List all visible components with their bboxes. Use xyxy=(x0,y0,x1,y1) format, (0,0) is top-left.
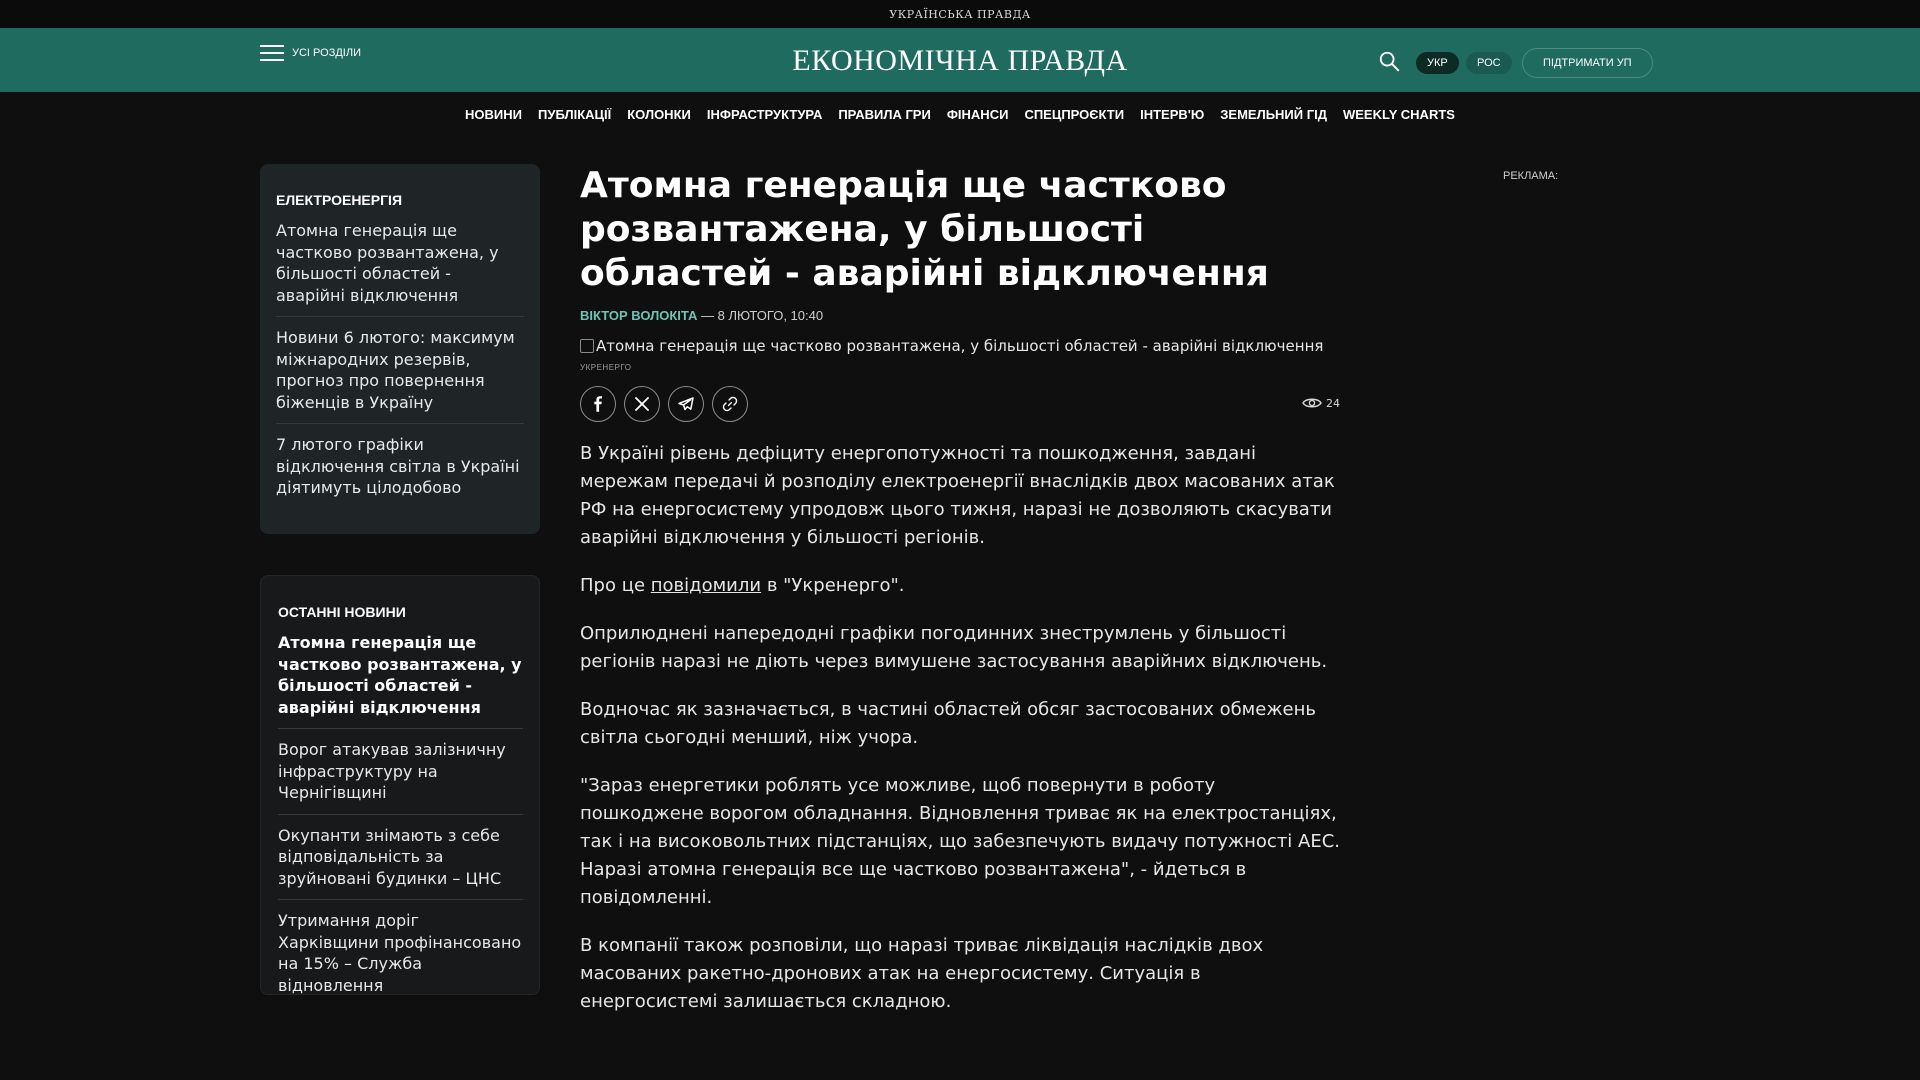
share-bar xyxy=(580,386,1340,422)
facebook-share-button[interactable] xyxy=(580,386,616,422)
x-share-button[interactable] xyxy=(624,386,660,422)
latest-news-item[interactable]: Окупанти знімають з себе відповідальність за зруйновані будинки – ЦНС xyxy=(278,825,523,901)
nav-item-finance[interactable]: ФІНАНСИ xyxy=(946,106,1009,122)
article-paragraph: В Україні рівень дефіциту енергопотужності та пошкодження, завдані мережам передачі й розподілу електроенергії внаслідків двох масованих атак РФ на енергосистему упродовж цього тижня, наразі не дозволяють скасувати аварійні відключення у більшості регіонів. xyxy=(580,443,1335,548)
link-icon xyxy=(722,396,738,412)
ad-label: РЕКЛАМА: xyxy=(1503,170,1559,182)
topic-link[interactable]: Атомна генерація ще частково розвантажена, у більшості областей - аварійні відключення xyxy=(276,220,524,317)
copy-link-button[interactable] xyxy=(712,386,748,422)
article-image xyxy=(580,337,1340,355)
eye-icon xyxy=(1302,396,1322,410)
image-credit: УКРЕНЕРГО xyxy=(580,363,632,372)
nav-item-special-projects[interactable]: СПЕЦПРОЄКТИ xyxy=(1024,106,1125,122)
topic-card-title[interactable]: ЕЛЕКТРОЕНЕРГІЯ xyxy=(276,192,402,208)
article-paragraph: Водночас як зазначається, в частині областей обсяг застосованих обмежень світла сьогодні менший, ніж учора. xyxy=(580,699,1316,748)
nav-item-news[interactable]: НОВИНИ xyxy=(465,106,523,122)
telegram-icon xyxy=(678,397,694,411)
article-paragraph: В компанії також розповіли, що наразі триває ліквідація наслідків двох масованих ракетно-дронових атак на енергосистему. Ситуація в енергосистемі залишається складною. xyxy=(580,935,1264,1012)
latest-news-item[interactable]: Утримання доріг Харківщини профінансовано на 15% – Служба відновлення xyxy=(278,911,522,995)
all-sections-button[interactable] xyxy=(260,45,361,61)
publish-date: — 8 ЛЮТОГО, 10:40 xyxy=(701,308,824,323)
author-link[interactable]: ВІКТОР ВОЛОКІТА xyxy=(580,308,698,323)
views-counter xyxy=(1302,396,1340,410)
nav-item-infrastructure[interactable]: ІНФРАСТРУКТУРА xyxy=(706,106,823,122)
article-image-alt: Атомна генерація ще частково розвантажена, у більшості областей - аварійні відключення xyxy=(596,337,1324,355)
search-icon[interactable] xyxy=(1378,50,1400,72)
latest-news-title[interactable]: ОСТАННІ НОВИНИ xyxy=(278,604,406,620)
nav-item-rules[interactable]: ПРАВИЛА ГРИ xyxy=(838,106,931,122)
article-byline xyxy=(580,308,1340,323)
facebook-icon xyxy=(591,396,605,412)
nav-item-land-guide[interactable]: ЗЕМЕЛЬНИЙ ГІД xyxy=(1220,106,1327,122)
article-paragraph: Оприлюднені напередодні графіки погодинних знеструмлень у більшості регіонів наразі не діють через вимушене застосування аварійних відключень. xyxy=(580,623,1328,672)
top-brand-strip xyxy=(0,0,1920,28)
telegram-share-button[interactable] xyxy=(668,386,704,422)
article xyxy=(580,164,1340,1036)
lang-ukr-button[interactable]: УКР xyxy=(1416,52,1459,74)
reported-link[interactable]: повідомили xyxy=(650,575,762,596)
hamburger-icon xyxy=(260,45,284,61)
site-logo[interactable]: ЕКОНОМІЧНА ПРАВДА xyxy=(792,44,1128,77)
x-icon xyxy=(635,397,649,411)
views-count: 24 xyxy=(1326,396,1340,410)
lang-ros-button[interactable]: РОС xyxy=(1466,52,1512,74)
latest-news-card xyxy=(260,575,540,995)
article-paragraph: "Зараз енергетики роблять усе можливе, щоб повернути в роботу пошкоджене ворогом обладнання. Відновлення триває як на електростанціях, так і на високовольтних підстанціях, що забезпечують видачу потужності АЕС. Наразі атомна генерація все ще частково розвантажена", - йдеться в повідомленні. xyxy=(580,775,1341,908)
latest-news-item[interactable]: Атомна генерація ще частково розвантажена, у більшості областей - аварійні відключення xyxy=(278,632,523,729)
topic-link[interactable]: Новини 6 лютого: максимум міжнародних резервів, прогноз про повернення біженців в Україну xyxy=(276,327,524,424)
nav-item-columns[interactable]: КОЛОНКИ xyxy=(627,106,691,122)
all-sections-label: УСІ РОЗДІЛИ xyxy=(292,47,361,59)
ukrainska-pravda-logo[interactable]: УКРАЇНСЬКА ПРАВДА xyxy=(889,7,1031,21)
main-nav xyxy=(0,92,1920,136)
article-paragraph: Про це повідомили в "Укренерго". xyxy=(580,575,905,596)
site-header xyxy=(0,28,1920,92)
support-button[interactable]: ПІДТРИМАТИ УП xyxy=(1522,48,1653,78)
topic-link[interactable]: 7 лютого графіки відключення світла в Україні діятимуть цілодобово xyxy=(276,435,520,497)
broken-image-icon xyxy=(580,339,594,353)
nav-item-publications[interactable]: ПУБЛІКАЦІЇ xyxy=(538,106,612,122)
article-title: Атомна генерація ще частково розвантажена, у більшості областей - аварійні відключення xyxy=(580,165,1269,294)
article-body xyxy=(580,440,1340,1016)
topic-card xyxy=(260,164,540,534)
nav-item-weekly-charts[interactable]: WEEKLY CHARTS xyxy=(1342,106,1455,122)
latest-news-item[interactable]: Ворог атакував залізничну інфраструктуру на Чернігівщині xyxy=(278,739,523,815)
nav-item-interview[interactable]: ІНТЕРВ'Ю xyxy=(1140,106,1205,122)
